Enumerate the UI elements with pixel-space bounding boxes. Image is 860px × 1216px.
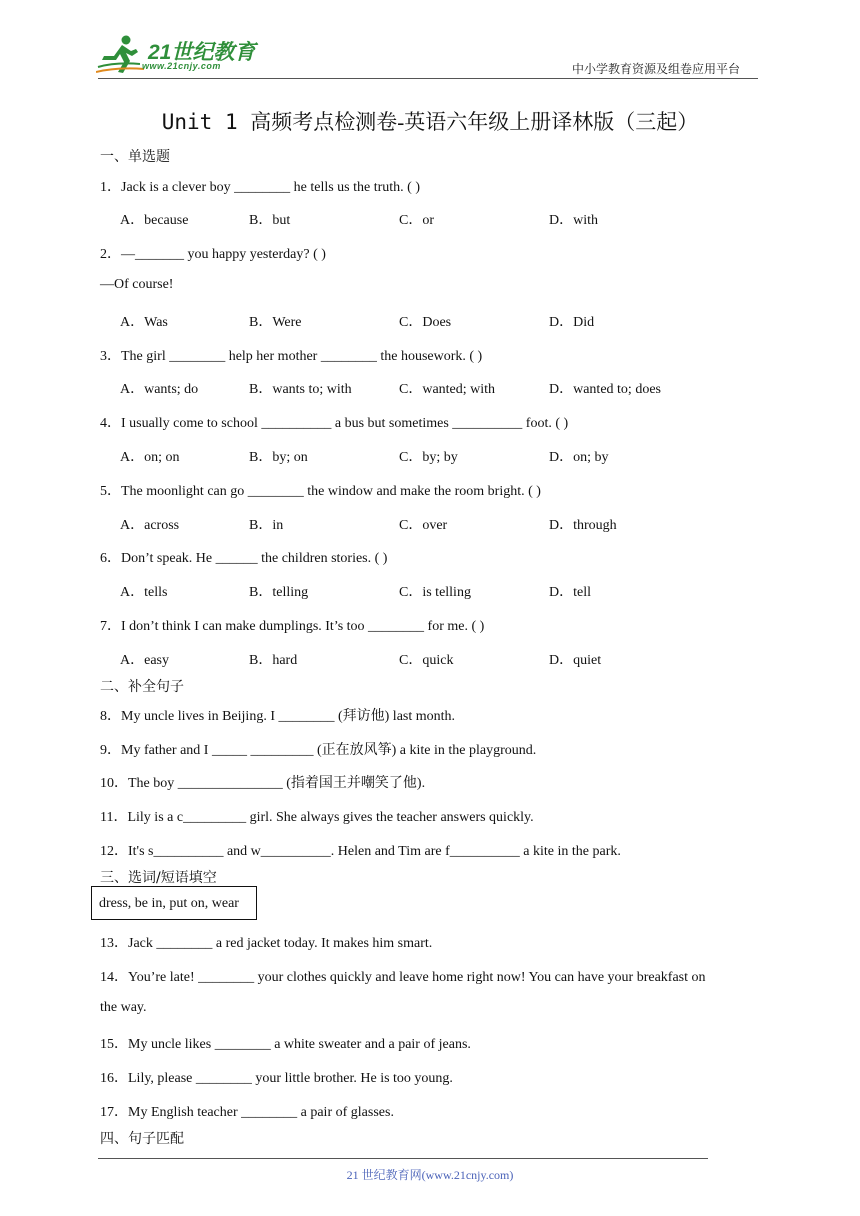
runner-icon: [96, 34, 146, 76]
platform-tagline: 中小学教育资源及组卷应用平台: [572, 62, 741, 76]
site-logo: [96, 34, 266, 78]
question-8: 8．My uncle lives in Beijing. I ________ (拜访他) last month.: [100, 709, 456, 724]
option-7b: B．hard: [249, 653, 298, 668]
option-2d: D．Did: [549, 315, 595, 330]
question-7: 7．I don’t think I can make dumplings. It’s too ________ for me. ( ): [100, 619, 485, 634]
option-3c: C．wanted; with: [399, 382, 496, 397]
option-3d: D．wanted to; does: [549, 382, 661, 397]
word-bank-box: [91, 886, 257, 920]
question-14-cont: the way.: [100, 1000, 147, 1015]
option-1b: B．but: [249, 213, 291, 228]
question-14: 14．You’re late! ________ your clothes quickly and leave home right now! You can have your breakfast on: [100, 970, 706, 985]
option-5c: C．over: [399, 518, 448, 533]
section-heading-mcq: 一、单选题: [100, 149, 170, 165]
footer-text: 21 世纪教育网(www.21cnjy.com): [346, 1168, 514, 1182]
logo-text: 21世纪教育: [148, 41, 256, 64]
question-15: 15．My uncle likes ________ a white sweater and a pair of jeans.: [100, 1037, 471, 1052]
option-5b: B．in: [249, 518, 284, 533]
question-10: 10．The boy _______________ (指着国王并嘲笑了他).: [100, 776, 426, 791]
title-unit: Unit 1: [161, 110, 251, 134]
question-17: 17．My English teacher ________ a pair of glasses.: [100, 1105, 394, 1120]
question-3: 3．The girl ________ help her mother ________ the housework. ( ): [100, 349, 483, 364]
word-bank-text: dress, be in, put on, wear: [99, 896, 239, 911]
option-1d: D．with: [549, 213, 598, 228]
page-title: [0, 106, 860, 136]
option-1a: A．because: [120, 213, 189, 228]
option-4a: A．on; on: [120, 450, 180, 465]
header-divider: [98, 78, 758, 79]
question-2-reply: —Of course!: [100, 277, 174, 292]
footer-divider: [98, 1158, 708, 1159]
option-7d: D．quiet: [549, 653, 602, 668]
question-9: 9．My father and I _____ _________ (正在放风筝) a kite in the playground.: [100, 743, 537, 758]
question-12: 12．It's s__________ and w__________. Helen and Tim are f__________ a kite in the park.: [100, 844, 621, 859]
section-heading-match: 四、句子匹配: [100, 1131, 184, 1147]
question-11: 11．Lily is a c_________ girl. She always gives the teacher answers quickly.: [100, 810, 534, 825]
option-6d: D．tell: [549, 585, 591, 600]
logo-url: www.21cnjy.com: [142, 61, 221, 71]
option-4b: B．by; on: [249, 450, 308, 465]
question-2: 2．—_______ you happy yesterday? ( ): [100, 247, 326, 262]
section-heading-fill: 三、选词/短语填空: [100, 870, 217, 886]
question-16: 16．Lily, please ________ your little brother. He is too young.: [100, 1071, 453, 1086]
option-2a: A．Was: [120, 315, 168, 330]
section-heading-complete: 二、补全句子: [100, 679, 184, 695]
option-7a: A．easy: [120, 653, 169, 668]
option-5d: D．through: [549, 518, 617, 533]
option-4c: C．by; by: [399, 450, 458, 465]
option-7c: C．quick: [399, 653, 454, 668]
question-13: 13．Jack ________ a red jacket today. It makes him smart.: [100, 936, 433, 951]
title-rest: 高频考点检测卷-英语六年级上册译林版（三起）: [250, 110, 699, 134]
question-4: 4．I usually come to school __________ a bus but sometimes __________ foot. ( ): [100, 416, 569, 431]
option-6c: C．is telling: [399, 585, 471, 600]
option-5a: A．across: [120, 518, 180, 533]
option-2b: B．Were: [249, 315, 302, 330]
question-6: 6．Don’t speak. He ______ the children stories. ( ): [100, 551, 388, 566]
option-3a: A．wants; do: [120, 382, 199, 397]
option-3b: B．wants to; with: [249, 382, 352, 397]
option-4d: D．on; by: [549, 450, 609, 465]
option-6b: B．telling: [249, 585, 309, 600]
option-6a: A．tells: [120, 585, 168, 600]
option-2c: C．Does: [399, 315, 452, 330]
question-1: 1．Jack is a clever boy ________ he tells us the truth. ( ): [100, 180, 420, 195]
option-1c: C．or: [399, 213, 434, 228]
question-5: 5．The moonlight can go ________ the window and make the room bright. ( ): [100, 484, 541, 499]
